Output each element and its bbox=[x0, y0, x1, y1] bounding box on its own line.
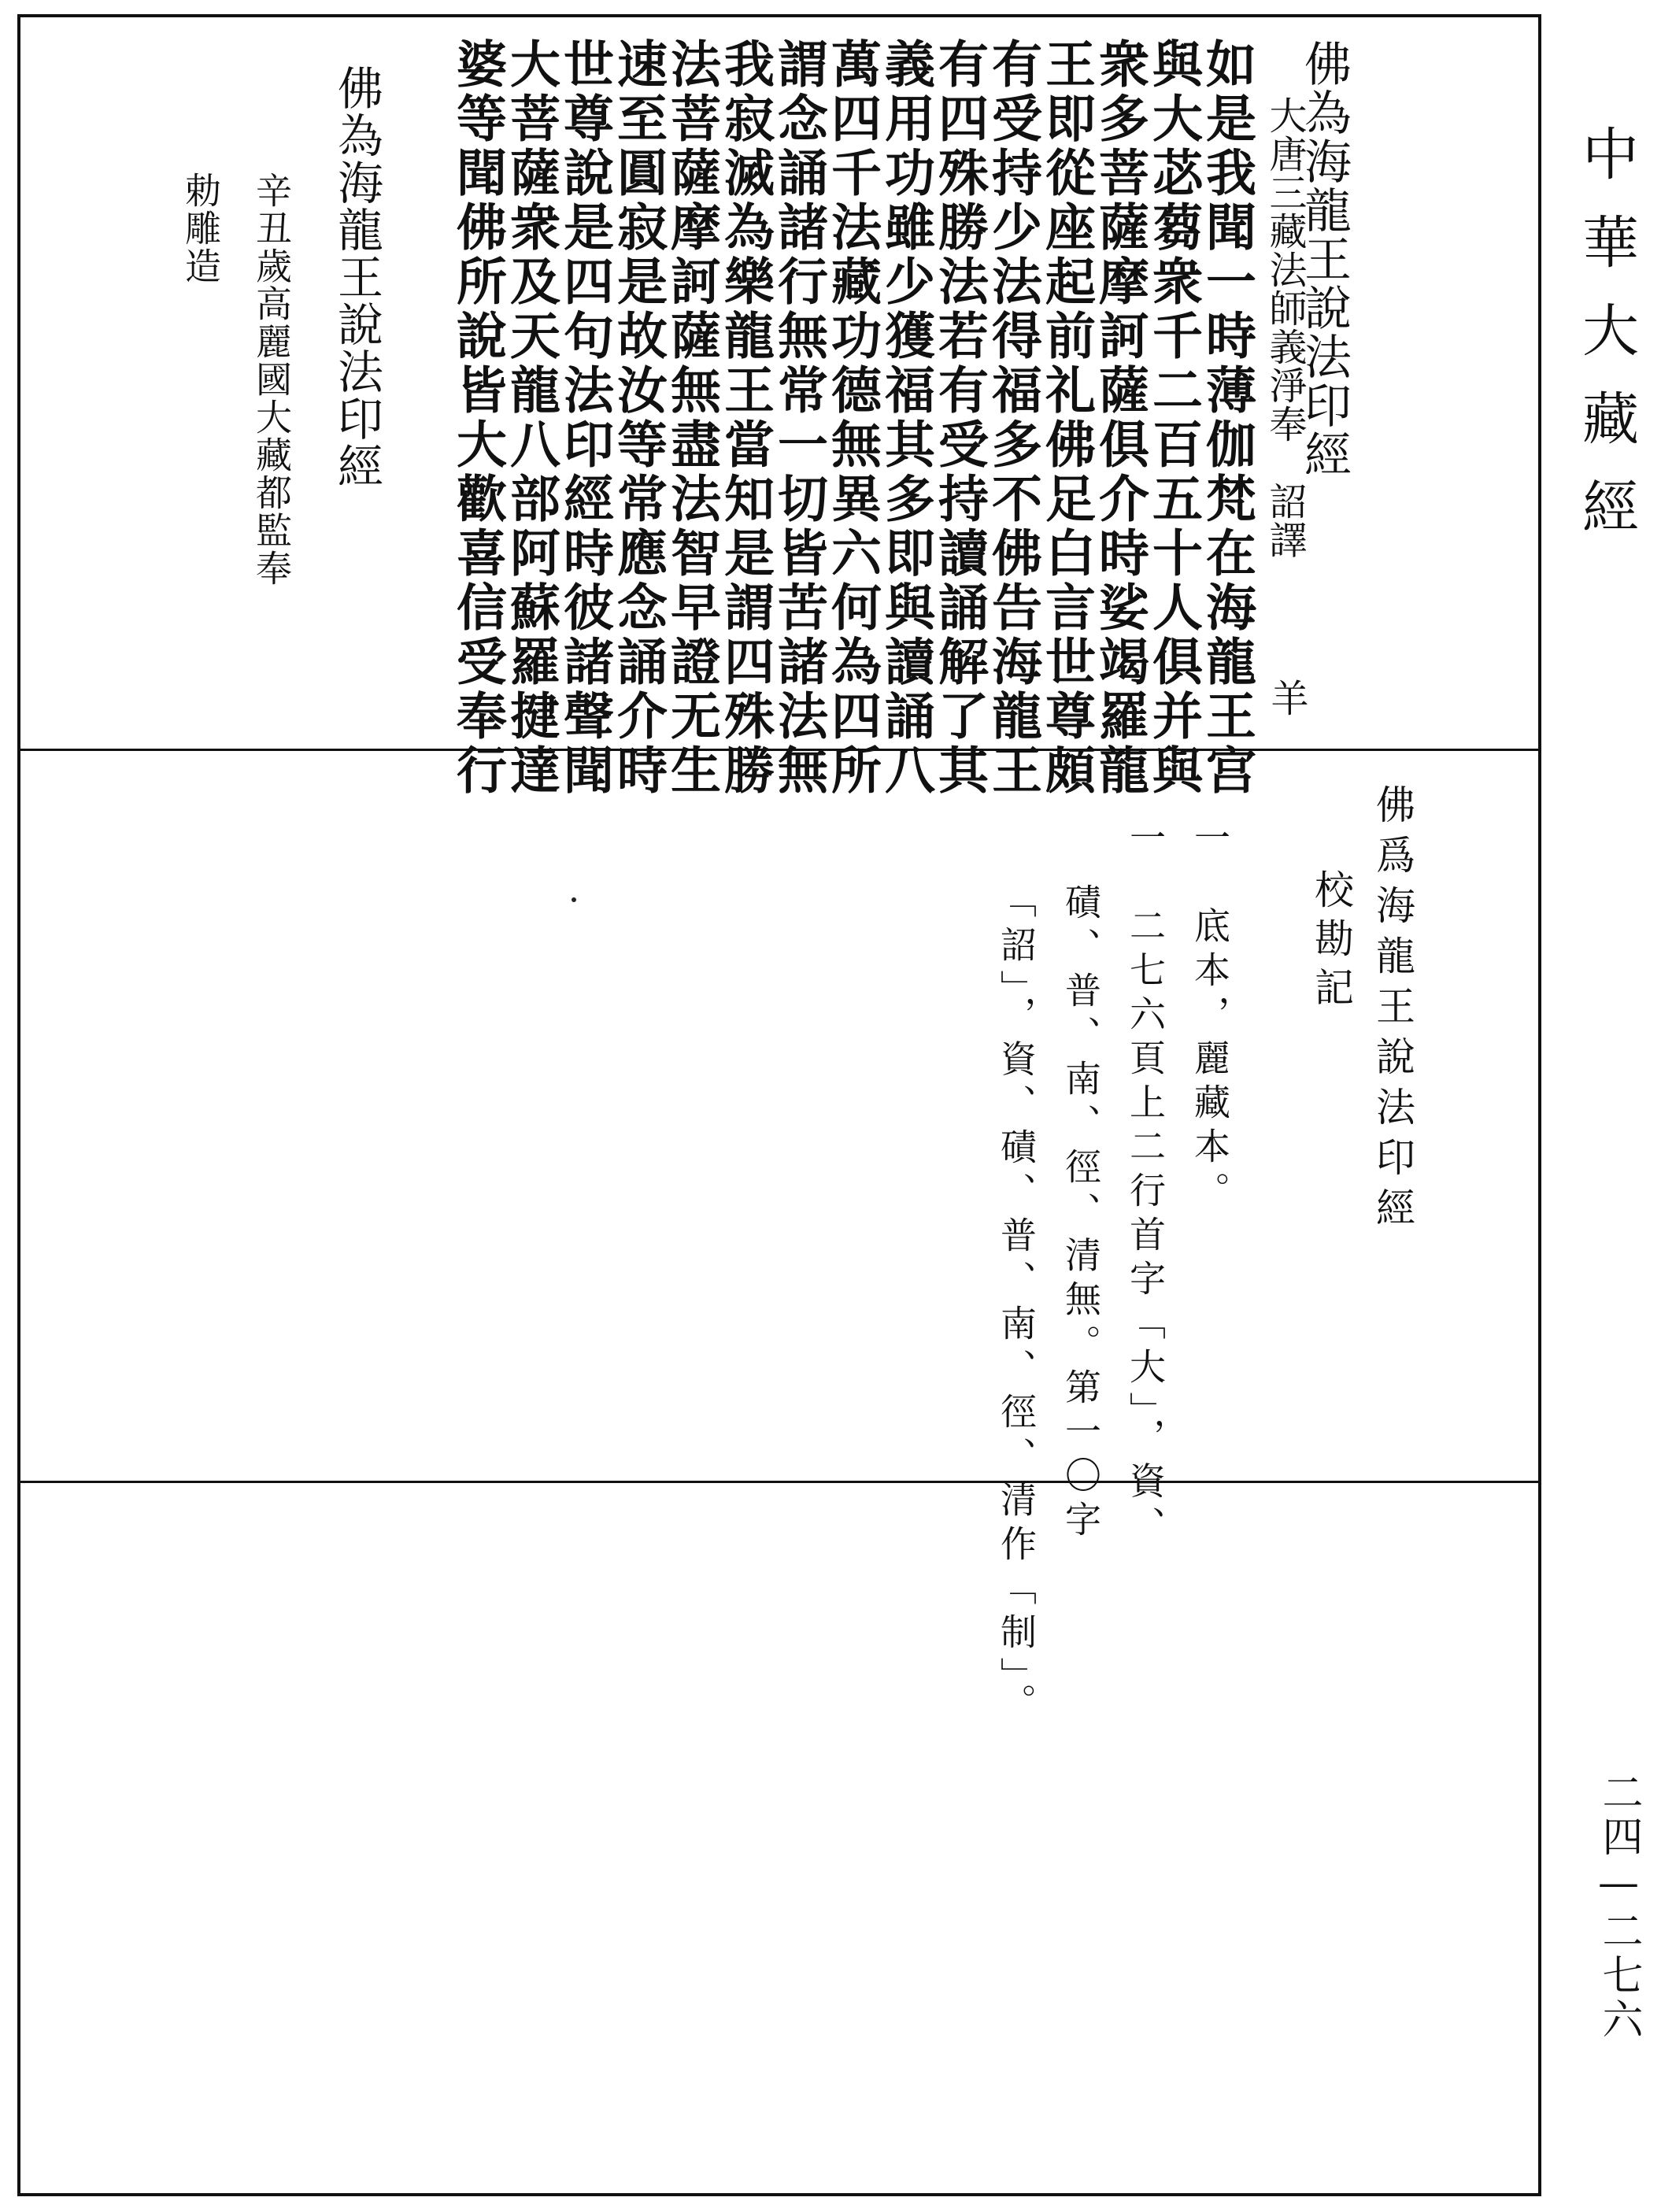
end-title: 佛為海龍王說法印經 bbox=[330, 65, 383, 490]
text-line: 世尊說是四句法印經時彼諸聲聞 bbox=[555, 38, 614, 798]
blank-panel bbox=[20, 1483, 1538, 2196]
collation-title: 佛爲海龍王說法印經 bbox=[1370, 784, 1415, 1237]
collation-note: 一 二七六頁上二行首字「大」，資、 bbox=[1124, 819, 1167, 1550]
text-line: 衆多菩薩摩訶薩俱介時娑竭羅龍 bbox=[1090, 38, 1149, 798]
colophon-line: 勅雕造 bbox=[179, 172, 222, 285]
print-speck bbox=[572, 897, 576, 902]
translator-line: 大唐三藏法師義淨奉 詔譯 bbox=[1263, 96, 1307, 559]
collation-note: 一 底本，麗藏本。 bbox=[1189, 819, 1231, 1215]
text-line: 與大苾蒭衆千二百五十人俱并與 bbox=[1144, 38, 1203, 798]
scripture-panel bbox=[20, 17, 1538, 798]
text-line: 大菩薩衆及天龍八部阿蘇羅揵達 bbox=[501, 38, 560, 798]
text-line: 如是我聞一時薄伽梵在海龍王宫 bbox=[1197, 38, 1256, 798]
text-line: 有四殊勝法若有受持讀誦解了其 bbox=[930, 38, 989, 798]
text-line: 萬四千法藏功德無異六何為四所 bbox=[823, 38, 882, 798]
collation-note: 磧、普、南、徑、清無。第一〇字 bbox=[1060, 883, 1102, 1544]
scripture-title: 佛為海龍王說法印經 bbox=[1297, 39, 1352, 479]
text-line: 速至圓寂是故汝等常應念誦介時 bbox=[609, 38, 668, 798]
text-line: 王即從座起前礼佛足白言世尊頗 bbox=[1037, 38, 1096, 798]
edition-mark: 羊 bbox=[1264, 679, 1308, 717]
collation-heading: 校勘記 bbox=[1308, 869, 1354, 1015]
text-line: 法菩薩摩訶薩無盡法智早證无生 bbox=[662, 38, 721, 798]
colophon-line: 辛丑歲高麗國大藏都監奉 bbox=[250, 172, 293, 587]
page-number: 二四—二七六 bbox=[1595, 1771, 1642, 2042]
collation-panel bbox=[20, 751, 1538, 1727]
text-line: 謂念誦諸行無常一切皆苦諸法無 bbox=[769, 38, 828, 798]
collection-title: 中華大藏經 bbox=[1573, 124, 1639, 565]
page-frame bbox=[17, 14, 1541, 2196]
collation-note: 「詔」，資、磧、普、南、徑、清作「制」。 bbox=[995, 882, 1038, 1727]
text-line: 有受持少法得福多不佛告海龍王 bbox=[983, 38, 1042, 798]
text-line: 我寂滅為樂龍王當知是謂四殊勝 bbox=[716, 38, 775, 798]
text-line: 婆等聞佛所說皆大歡喜信受奉行 bbox=[448, 38, 507, 798]
text-line: 義用功雖少獲福其多即與讀誦八 bbox=[876, 38, 935, 798]
